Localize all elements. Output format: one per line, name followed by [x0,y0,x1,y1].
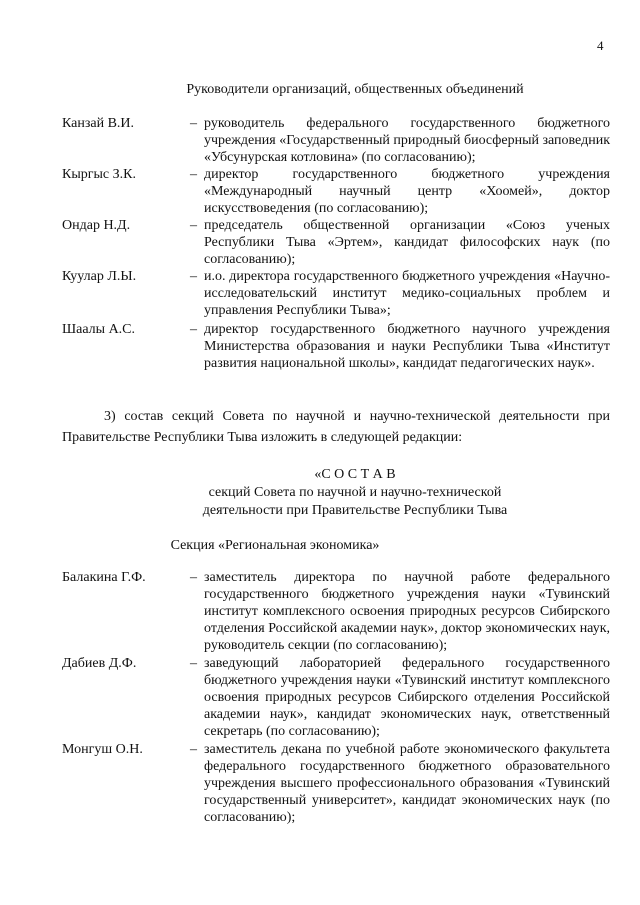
member-description: руководитель федерального государственного бюджетного учреждения «Государственный природный биосферный заповедник «Убсунурская котловина» (по согласованию); [204,116,610,165]
page-number: 4 [597,38,604,53]
dash: – [190,167,197,182]
body-paragraph: 3) состав секций Совета по научной и научно-технической деятельности при Правительстве Республики Тыва изложить в следующей редакции: [62,409,610,445]
list-item [62,269,610,320]
list-item [62,656,610,741]
list-item [62,570,610,655]
member-name: Дабиев Д.Ф. [62,656,137,671]
member-description: заместитель директора по научной работе федерального государственного бюджетного учреждения науки «Тувинский институт комплексного освоения природных ресурсов Сибирского отделения Российской академии наук», доктор экономических наук, руководитель секции (по согласованию); [204,570,610,653]
member-name: Кыргыс З.К. [62,167,136,182]
section-title-regional-economy: Секция «Региональная экономика» [170,538,380,553]
list-item [62,218,610,269]
member-name: Ондар Н.Д. [62,218,131,233]
dash: – [190,570,197,585]
member-description: заведующий лабораторией федерального государственного бюджетного учреждения науки «Тувинский институт комплексного освоения природных ресурсов Сибирского отделения Российской академии наук», кандидат экономических наук, ответственный секретарь (по согласованию); [204,656,610,739]
dash: – [190,656,197,671]
composition-heading [0,466,640,520]
member-description: председатель общественной организации «Союз ученых Республики Тыва «Эртем», кандидат философских наук (по согласованию); [204,218,610,267]
dash: – [190,742,197,757]
member-description: заместитель декана по учебной работе экономического факультета федерального государственного бюджетного образовательного учреждения высшего профессионального образования «Тувинский государственный университет», кандидат экономических наук (по согласованию); [204,742,610,825]
dash: – [190,218,197,233]
member-name: Канзай В.И. [62,116,135,131]
section-title-leaders: Руководители организаций, общественных объединений [186,82,524,97]
list-item [62,322,610,373]
dash: – [190,322,197,337]
heading-line-1: «С О С Т А В [314,467,396,482]
member-description: директор государственного бюджетного научного учреждения Министерства образования и науки Республики Тыва «Институт развития национальной школы», кандидат педагогических наук». [204,322,610,371]
heading-line-3: деятельности при Правительстве Республики Тыва [202,503,508,518]
member-description: и.о. директора государственного бюджетного учреждения «Научно-исследовательский институт медико-социальных проблем и управления Республики Тыва»; [204,269,610,318]
dash: – [190,269,197,284]
dash: – [190,116,197,131]
list-item [62,116,610,167]
list-item [62,742,610,827]
member-name: Куулар Л.Ы. [62,269,137,284]
list-item [62,167,610,218]
heading-line-2: секций Совета по научной и научно-технической [208,485,502,500]
member-name: Балакина Г.Ф. [62,570,146,585]
member-description: директор государственного бюджетного учреждения «Международный научный центр «Хоомей», доктор искусствоведения (по согласованию); [204,167,610,216]
member-name: Монгуш О.Н. [62,742,143,757]
member-name: Шаалы А.С. [62,322,136,337]
